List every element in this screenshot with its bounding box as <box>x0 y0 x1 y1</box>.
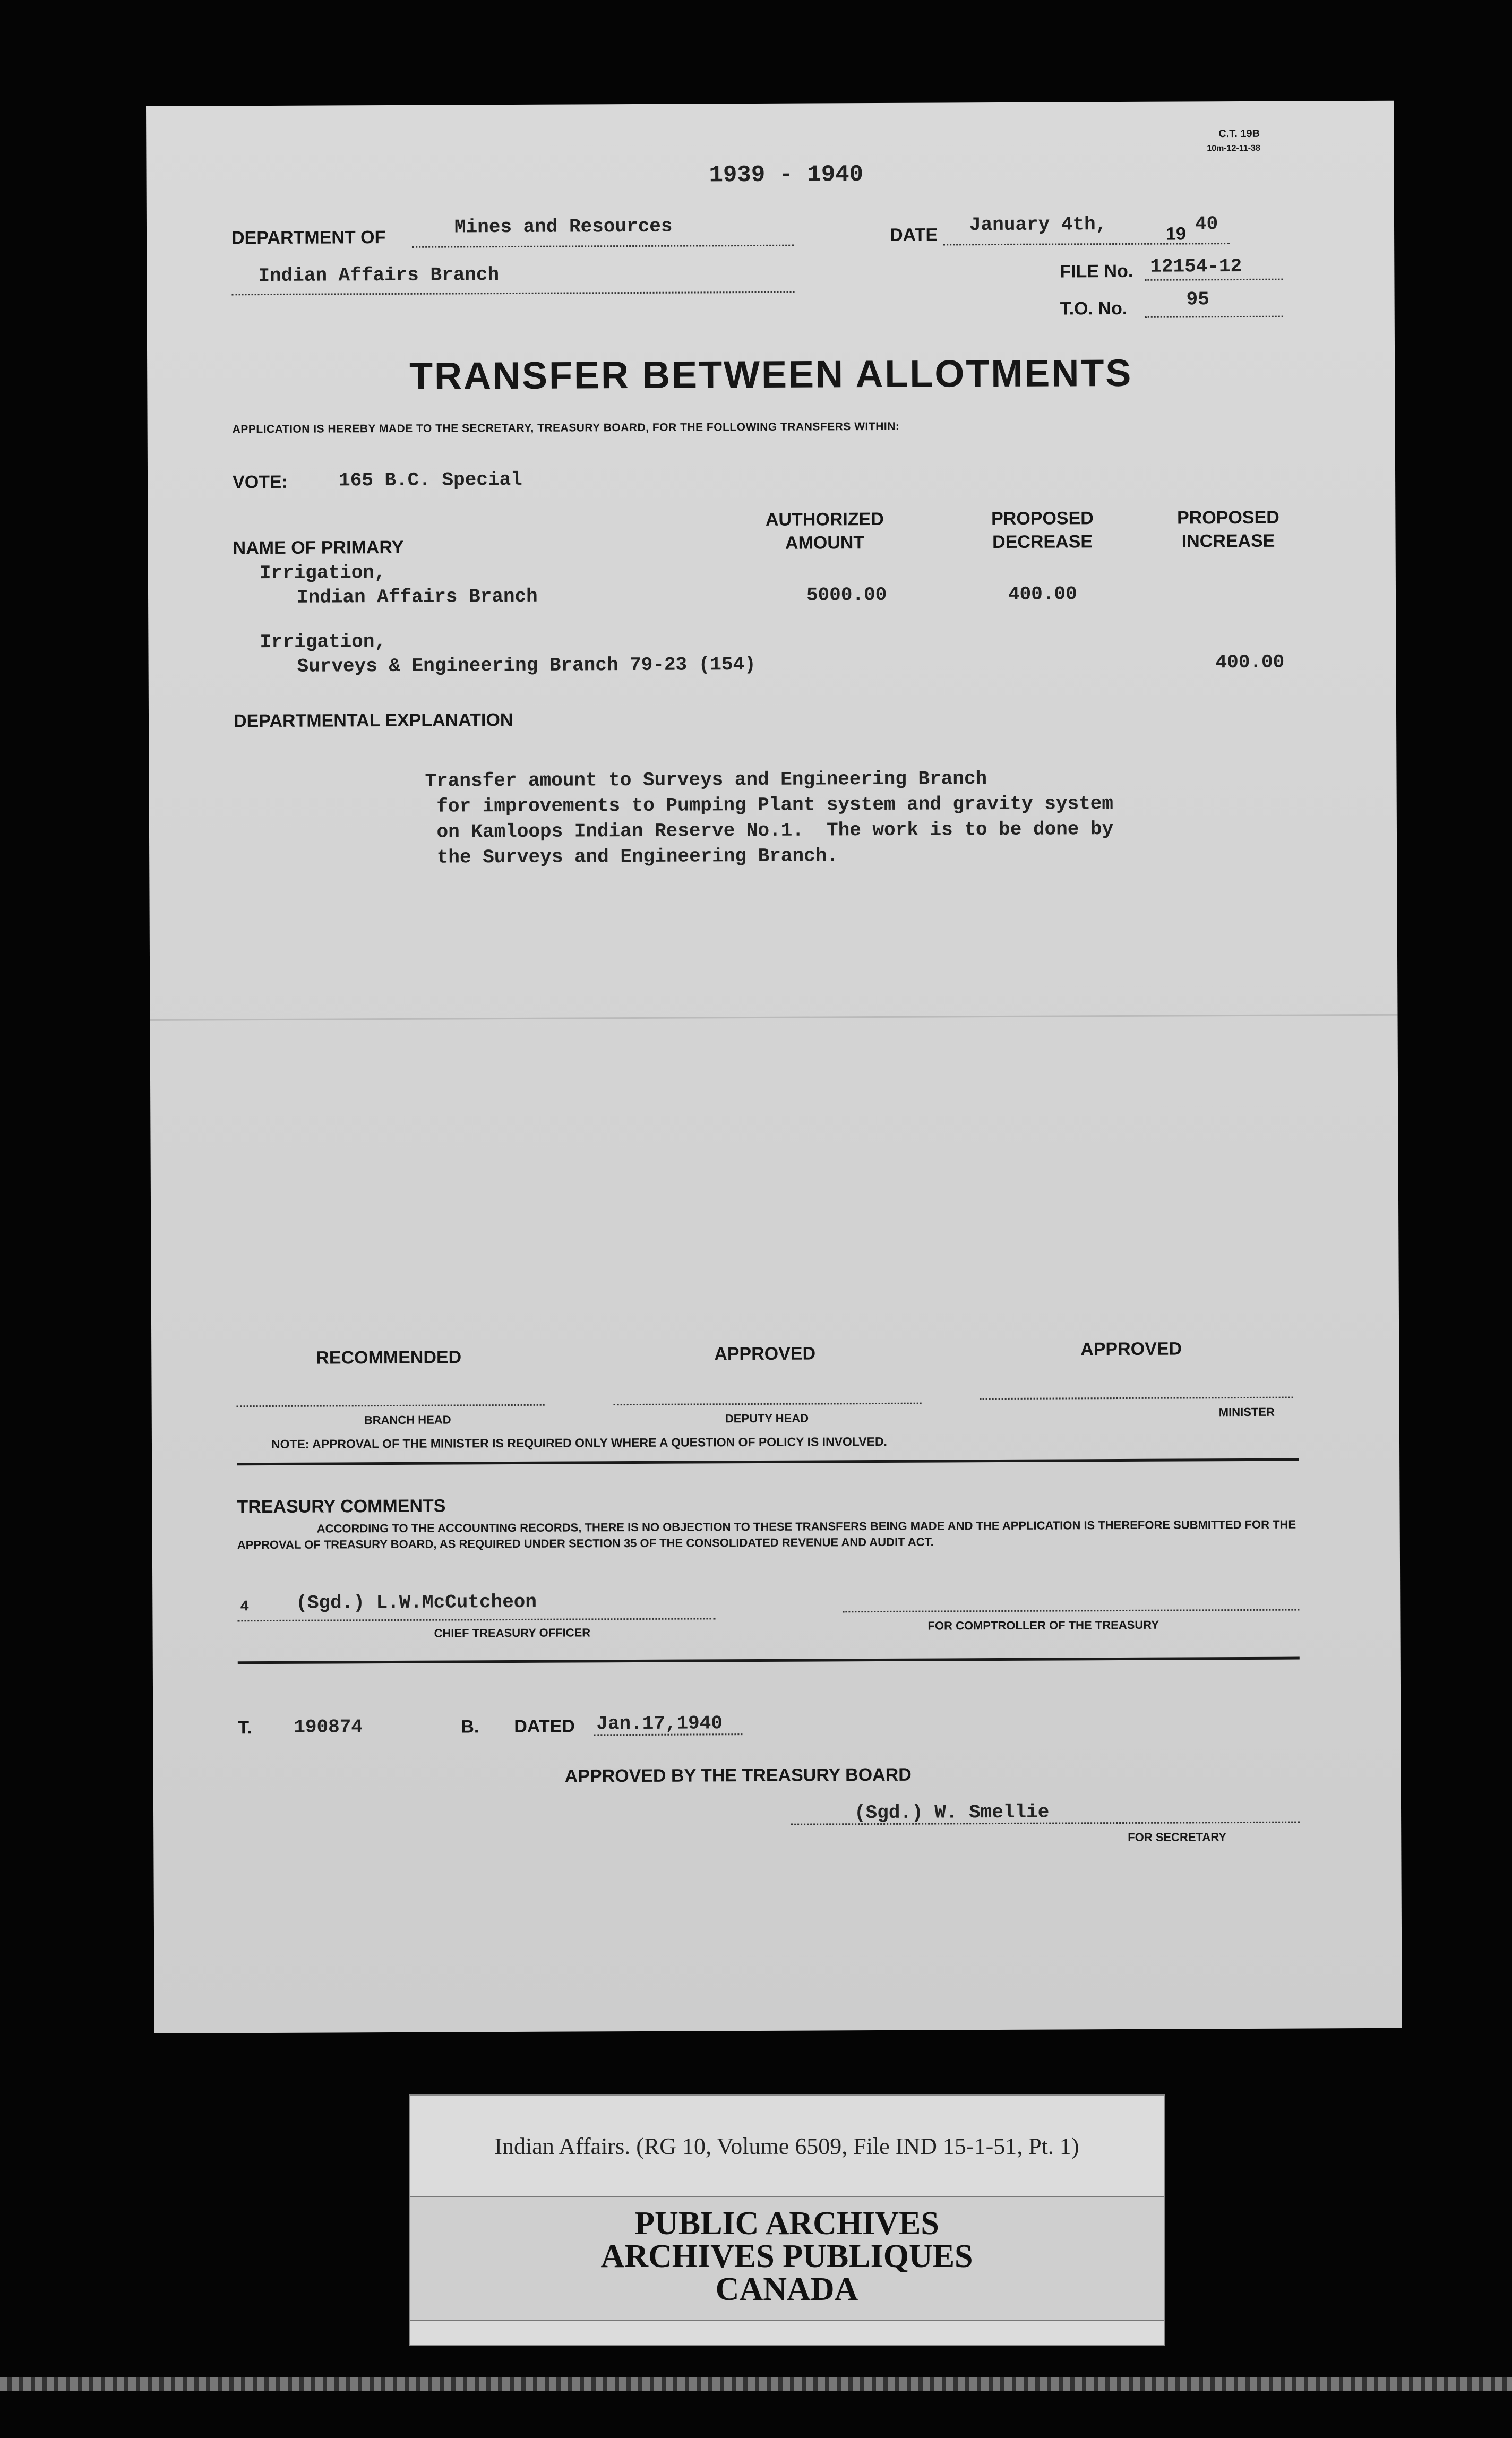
primary-line2: Indian Affairs Branch <box>296 585 538 608</box>
approved-minister-label: APPROVED <box>1080 1338 1182 1360</box>
branch-underline <box>232 291 795 296</box>
department-underline <box>412 245 794 248</box>
vote-value: 165 B.C. Special <box>338 468 522 492</box>
officer-signature-line <box>237 1618 715 1621</box>
minister-label: MINISTER <box>1218 1405 1275 1419</box>
comptroller-label: FOR COMPTROLLER OF THE TREASURY <box>927 1618 1159 1633</box>
branch-value: Indian Affairs Branch <box>258 264 500 287</box>
file-underline <box>1145 279 1283 281</box>
primary-line2: Surveys & Engineering Branch 79-23 (154) <box>297 653 756 677</box>
name-of-primary-header: NAME OF PRIMARY <box>233 537 404 559</box>
approved-by-board: APPROVED BY THE TREASURY BOARD <box>564 1764 912 1787</box>
archive-reference-card <box>409 2094 1165 2346</box>
stamp-line-1: PUBLIC ARCHIVES <box>634 2205 939 2242</box>
print-code: 10m-12-11-38 <box>1207 143 1260 153</box>
officer-signature: (Sgd.) L.W.McCutcheon <box>296 1591 537 1614</box>
proposed-increase: 400.00 <box>1215 651 1285 674</box>
explanation-heading: DEPARTMENTAL EXPLANATION <box>233 709 513 732</box>
to-underline <box>1145 316 1283 318</box>
form-title: TRANSFER BETWEEN ALLOTMENTS <box>409 351 1133 398</box>
document-sheet <box>146 101 1402 2033</box>
primary-line1: Irrigation, <box>259 562 386 585</box>
treasury-comment: ACCORDING TO THE ACCOUNTING RECORDS, THERE IS NO OBJECTION TO THESE TRANSFERS BEING MADE AND THE APPLICATION IS THEREFORE SUBMITTED FOR THE APPROVAL OF TREASURY BOARD, AS REQUIRED UNDER SECTION 35 OF THE CONSOLIDATED REVENUE AND AUDIT ACT. <box>237 1517 1296 1552</box>
archive-reference: Indian Affairs. (RG 10, Volume 6509, File IND 15-1-51, Pt. 1) <box>494 2133 1079 2159</box>
department-label: DEPARTMENT OF <box>231 227 386 248</box>
dated-value: Jan.17,1940 <box>596 1712 723 1735</box>
approved-deputy-label: APPROVED <box>714 1343 816 1364</box>
comptroller-signature-line <box>843 1609 1299 1613</box>
proposed-decrease-header: PROPOSED DECREASE <box>991 508 1094 553</box>
margin-mark: 4 <box>240 1599 250 1616</box>
deputy-head-label: DEPUTY HEAD <box>725 1411 809 1426</box>
date-value: January 4th, <box>969 213 1107 236</box>
date-label: DATE <box>889 225 938 245</box>
minister-signature-line <box>980 1397 1293 1400</box>
dated-label: DATED <box>514 1716 575 1737</box>
deputy-head-signature-line <box>614 1403 922 1406</box>
branch-head-label: BRANCH HEAD <box>364 1413 451 1427</box>
t-number: 190874 <box>294 1716 363 1738</box>
film-edge-strip <box>0 2377 1512 2391</box>
form-number: C.T. 19B <box>1218 127 1260 140</box>
divider-rule <box>238 1657 1300 1664</box>
file-value: 12154-12 <box>1150 255 1242 278</box>
department-value: Mines and Resources <box>454 215 673 238</box>
proposed-increase-header: PROPOSED INCREASE <box>1176 507 1279 552</box>
primary-line1: Irrigation, <box>260 631 386 654</box>
divider-rule <box>237 1458 1299 1466</box>
to-label: T.O. No. <box>1060 298 1128 319</box>
secretary-signature: (Sgd.) W. Smellie <box>854 1801 1050 1824</box>
application-line: APPLICATION IS HEREBY MADE TO THE SECRETARY, TREASURY BOARD, FOR THE FOLLOWING TRANSFERS WITHIN: <box>232 420 900 436</box>
authorized-amount: 5000.00 <box>806 583 887 606</box>
recommended-label: RECOMMENDED <box>316 1347 462 1368</box>
file-label: FILE No. <box>1060 261 1133 282</box>
stamp-line-3: CANADA <box>715 2271 858 2307</box>
archive-stamp <box>410 2196 1164 2321</box>
t-label: T. <box>238 1718 252 1738</box>
for-secretary-label: FOR SECRETARY <box>1128 1830 1227 1844</box>
policy-note: NOTE: APPROVAL OF THE MINISTER IS REQUIRED ONLY WHERE A QUESTION OF POLICY IS INVOLVED. <box>271 1434 887 1451</box>
date-underline <box>943 243 1230 245</box>
b-label: B. <box>461 1716 479 1737</box>
chief-treasury-officer-label: CHIEF TREASURY OFFICER <box>434 1626 591 1640</box>
stamp-line-2: ARCHIVES PUBLIQUES <box>600 2238 973 2274</box>
authorized-amount-header: AUTHORIZED AMOUNT <box>765 509 884 553</box>
proposed-decrease: 400.00 <box>1008 583 1077 605</box>
date-year: 40 <box>1195 213 1218 235</box>
branch-head-signature-line <box>237 1404 545 1407</box>
fiscal-year: 1939 - 1940 <box>709 161 864 189</box>
treasury-heading: TREASURY COMMENTS <box>237 1496 446 1517</box>
explanation-text: Transfer amount to Surveys and Engineering Branch for improvements to Pumping Plant system and gravity system on Kamloops Indian Reserve No.1. The work is to be done by the Surveys and Engineering Branch. <box>425 768 1114 869</box>
vote-label: VOTE: <box>233 471 288 493</box>
date-year-prefix: 19 <box>1165 224 1186 244</box>
to-value: 95 <box>1186 288 1209 311</box>
